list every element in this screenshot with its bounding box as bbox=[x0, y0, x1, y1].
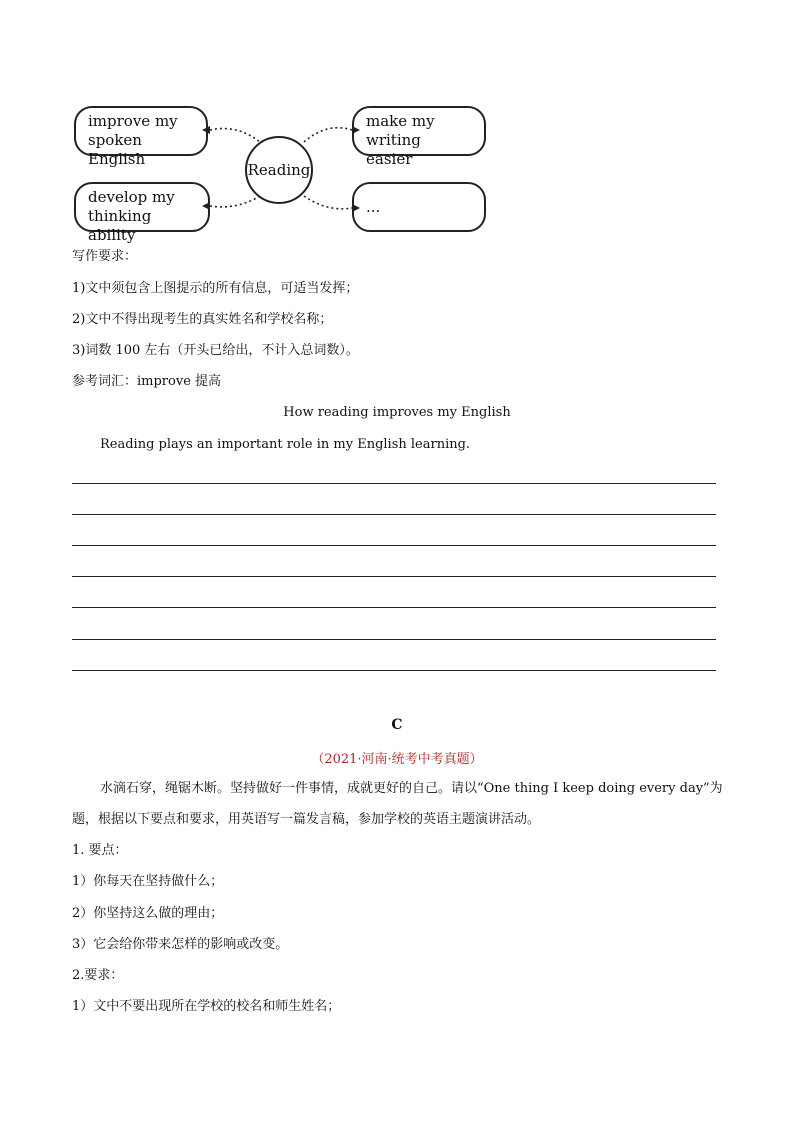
answer-line bbox=[72, 607, 716, 608]
node-text-line: make my bbox=[366, 112, 435, 130]
prompt-paragraph-line: 题，根据以下要点和要求，用英语写一篇发言稿，参加学校的英语主题演讲活动。 bbox=[72, 812, 541, 827]
points-heading: 1. 要点： bbox=[72, 843, 128, 858]
mindmap-node-thinking-ability bbox=[74, 182, 210, 244]
mindmap-node-ellipsis bbox=[352, 182, 486, 232]
answer-line bbox=[72, 670, 716, 671]
question-source: （2021·河南·统考中考真题） bbox=[311, 752, 483, 767]
requirement-item: 1）文中不要出现所在学校的校名和师生姓名； bbox=[72, 999, 341, 1014]
node-text-line: spoken English bbox=[88, 131, 146, 168]
requirement-item: 2)文中不得出现考生的真实姓名和学校名称； bbox=[72, 312, 333, 327]
answer-line bbox=[72, 545, 716, 546]
answer-line bbox=[72, 576, 716, 577]
node-text-line: thinking ability bbox=[88, 207, 152, 244]
point-item: 3）它会给你带来怎样的影响或改变。 bbox=[72, 937, 289, 952]
point-item: 2）你坚持这么做的理由； bbox=[72, 906, 224, 921]
mind-map-figure bbox=[72, 100, 488, 244]
essay-title: How reading improves my English bbox=[283, 405, 511, 420]
requirement-item: 1)文中须包含上图提示的所有信息，可适当发挥； bbox=[72, 281, 359, 296]
node-text-line: writing easier bbox=[366, 131, 421, 168]
requirement-item: 3)词数 100 左右（开头已给出，不计入总词数）。 bbox=[72, 343, 359, 358]
section-label: C bbox=[391, 717, 403, 733]
node-text-line: ... bbox=[366, 198, 381, 216]
mindmap-node-spoken-english bbox=[74, 106, 208, 168]
requirements-heading: 2.要求： bbox=[72, 968, 124, 983]
prompt-paragraph-line: 水滴石穿，绳锯木断。坚持做好一件事情，成就更好的自己。请以“One thing I keep doing every day”为 bbox=[100, 781, 723, 796]
requirements-heading: 写作要求： bbox=[72, 249, 138, 264]
mindmap-center-reading bbox=[245, 136, 313, 204]
node-text-line: improve my bbox=[88, 112, 178, 130]
mindmap-node-writing-easier bbox=[352, 106, 486, 168]
point-item: 1）你每天在坚持做什么； bbox=[72, 874, 224, 889]
answer-line bbox=[72, 483, 716, 484]
answer-line bbox=[72, 514, 716, 515]
answer-line bbox=[72, 639, 716, 640]
center-label: Reading bbox=[247, 161, 311, 179]
node-text-line: develop my bbox=[88, 188, 175, 206]
reference-vocabulary: 参考词汇：improve 提高 bbox=[72, 374, 222, 389]
essay-opening-sentence: Reading plays an important role in my English learning. bbox=[100, 437, 471, 452]
